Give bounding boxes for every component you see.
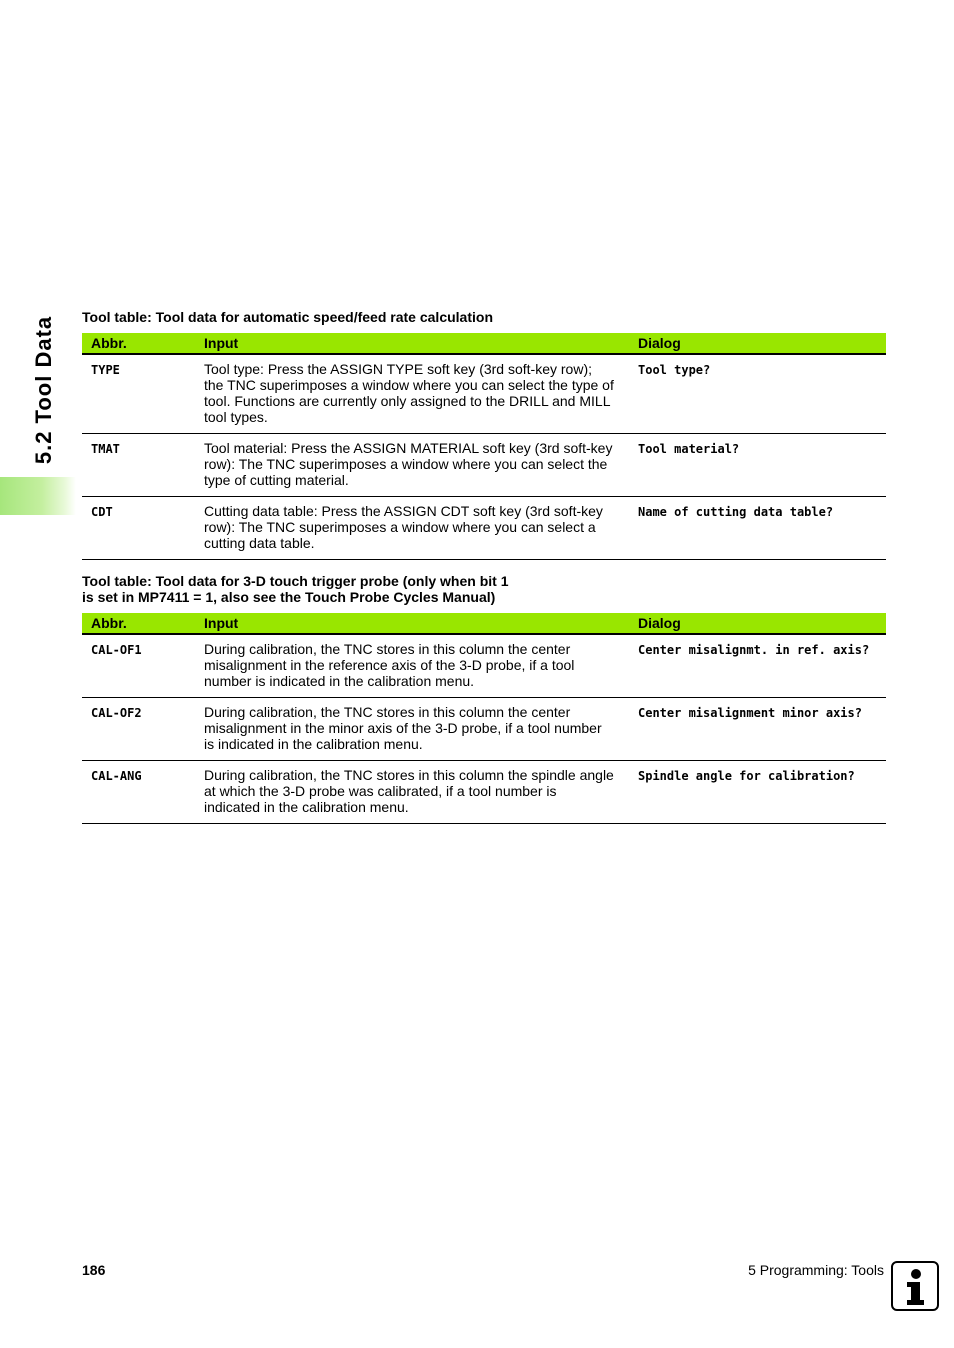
abbr-cell: CDT [82, 497, 195, 560]
table-row [82, 698, 886, 761]
dialog-cell: Center misalignment minor axis? [629, 698, 886, 761]
chapter-title: 5 Programming: Tools [748, 1262, 884, 1278]
tool-data-table-speed-feed [82, 333, 886, 560]
page-number: 186 [82, 1262, 106, 1278]
column-header-dialog: Dialog [629, 333, 886, 354]
input-cell: During calibration, the TNC stores in this column the spindle angle at which the 3-D probe was calibrated, if a tool number is indicated in the calibration menu. [195, 761, 629, 824]
input-cell: Tool material: Press the ASSIGN MATERIAL soft key (3rd soft-key row): The TNC superimposes a window where you can select the type of cutting material. [195, 434, 629, 497]
column-header-abbr: Abbr. [82, 613, 195, 634]
input-cell: Cutting data table: Press the ASSIGN CDT soft key (3rd soft-key row): The TNC superimposes a window where you can select a cutting data table. [195, 497, 629, 560]
input-cell: During calibration, the TNC stores in this column the center misalignment in the reference axis of the 3-D probe, if a tool number is indicated in the calibration menu. [195, 634, 629, 698]
abbr-cell: TYPE [82, 354, 195, 434]
dialog-cell: Tool material? [629, 434, 886, 497]
table-row [82, 634, 886, 698]
section-tab-marker [0, 477, 76, 515]
table-row [82, 434, 886, 497]
section-title-text: 5.2 Tool Data [31, 315, 56, 465]
column-header-abbr: Abbr. [82, 333, 195, 354]
table-row [82, 497, 886, 560]
abbr-cell: CAL-OF1 [82, 634, 195, 698]
table-header-row [82, 613, 886, 634]
table-heading-touch-probe [82, 573, 508, 605]
table-heading-line-2: is set in MP7411 = 1, also see the Touch Probe Cycles Manual) [82, 589, 496, 605]
abbr-cell: CAL-OF2 [82, 698, 195, 761]
section-title-vertical [22, 300, 66, 480]
dialog-cell: Tool type? [629, 354, 886, 434]
input-cell: Tool type: Press the ASSIGN TYPE soft key (3rd soft-key row); the TNC superimposes a window where you can select the type of tool. Functions are currently only assigned to the DRILL and MILL tool types. [195, 354, 629, 434]
column-header-input: Input [195, 333, 629, 354]
table-row [82, 761, 886, 824]
abbr-cell: TMAT [82, 434, 195, 497]
column-header-input: Input [195, 613, 629, 634]
info-icon [891, 1261, 939, 1311]
tool-data-table-touch-probe [82, 613, 886, 824]
dialog-cell: Name of cutting data table? [629, 497, 886, 560]
abbr-cell: CAL-ANG [82, 761, 195, 824]
table-heading-line-1: Tool table: Tool data for 3-D touch trigger probe (only when bit 1 [82, 573, 509, 589]
table-heading-speed-feed: Tool table: Tool data for automatic speed/feed rate calculation [82, 309, 493, 325]
column-header-dialog: Dialog [629, 613, 886, 634]
table-row [82, 354, 886, 434]
dialog-cell: Spindle angle for calibration? [629, 761, 886, 824]
input-cell: During calibration, the TNC stores in this column the center misalignment in the minor axis of the 3-D probe, if a tool number is indicated in the calibration menu. [195, 698, 629, 761]
table-header-row [82, 333, 886, 354]
dialog-cell: Center misalignmt. in ref. axis? [629, 634, 886, 698]
